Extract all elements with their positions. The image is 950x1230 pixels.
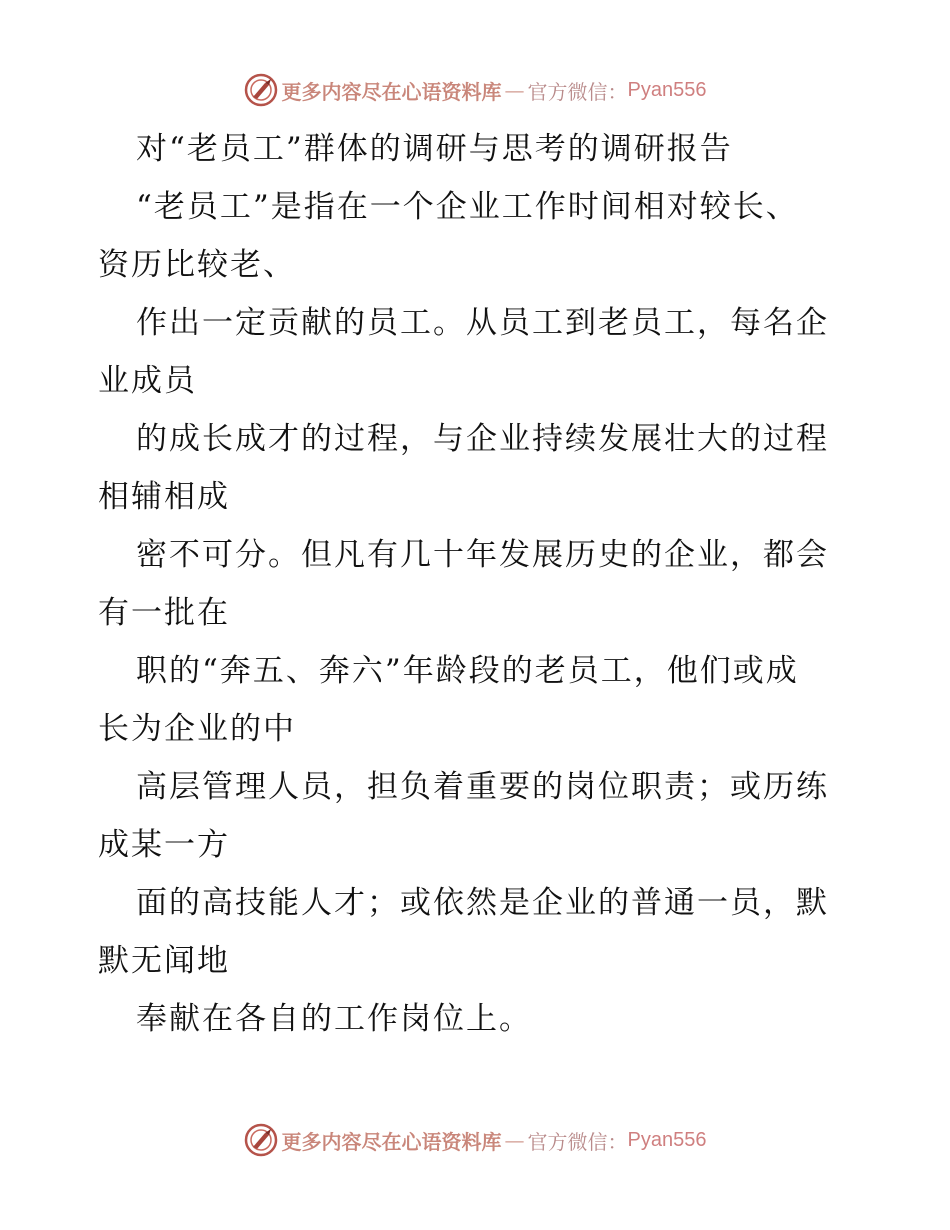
text-line: 职的“奔五、奔六”年龄段的老员工，他们或成 (136, 653, 799, 689)
banner-wechat-id: Pyan556 (627, 78, 707, 101)
banner-main-text: 更多内容尽在心语资料库 (281, 1129, 502, 1154)
banner-main-text: 更多内容尽在心语资料库 (281, 79, 502, 104)
text-line: 面的高技能人才；或依然是企业的普通一员，默 (136, 885, 829, 921)
text-line: 资历比较老、 (98, 247, 296, 283)
banner-sub-text: 官方微信： (527, 79, 628, 104)
text-line: 成某一方 (98, 827, 230, 863)
text-line: 高层管理人员，担负着重要的岗位职责；或历练 (136, 769, 829, 805)
logo-icon (244, 73, 278, 107)
header-watermark-banner (0, 70, 950, 110)
text-line: “老员工”是指在一个企业工作时间相对较长、 (136, 189, 799, 225)
document-body (98, 120, 858, 1048)
text-line: 业成员 (98, 363, 197, 399)
footer-watermark-banner (0, 1120, 950, 1160)
logo-icon (244, 1123, 278, 1157)
banner-sub-text: 官方微信： (527, 1129, 628, 1154)
text-line: 作出一定贡献的员工。从员工到老员工，每名企 (136, 305, 829, 341)
text-line: 相辅相成 (98, 479, 230, 515)
banner-wechat-id: Pyan556 (627, 1128, 707, 1151)
text-line: 对“老员工”群体的调研与思考的调研报告 (136, 131, 733, 167)
banner-separator: — (504, 78, 525, 102)
text-line: 长为企业的中 (98, 711, 296, 747)
banner-separator: — (504, 1128, 525, 1152)
text-line: 奉献在各自的工作岗位上。 (136, 1001, 532, 1037)
text-line: 的成长成才的过程，与企业持续发展壮大的过程 (136, 421, 829, 457)
text-line: 默无闻地 (98, 943, 230, 979)
text-line: 密不可分。但凡有几十年发展历史的企业，都会 (136, 537, 829, 573)
text-line: 有一批在 (98, 595, 230, 631)
